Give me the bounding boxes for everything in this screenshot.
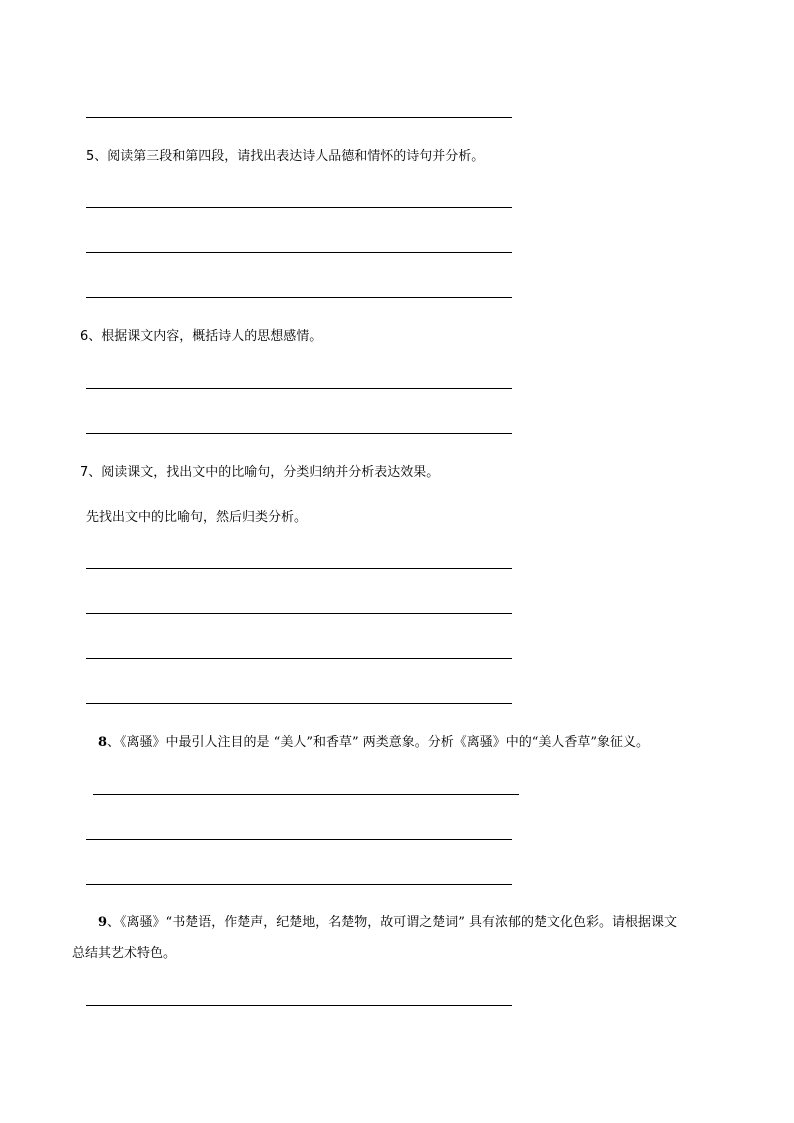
question-text: 、《离骚》“书楚语，作楚声，纪楚地，名楚物，故可谓之楚词” 具有浓郁的楚文化色彩。请根据课文 (107, 915, 677, 930)
question-text: 、《离骚》中最引人注目的是 “美人”和香草” 两类意象。分析《离骚》中的“美人香草”象征义。 (107, 735, 650, 750)
question-number: 8 (98, 735, 108, 750)
question-7-hint: 先找出文中的比喻句，然后归类分析。 (86, 510, 308, 525)
answer-line[interactable] (93, 794, 519, 795)
question-8 (98, 735, 649, 751)
answer-line[interactable] (86, 839, 512, 840)
answer-line[interactable] (86, 117, 512, 118)
answer-line[interactable] (86, 388, 512, 389)
answer-line[interactable] (86, 568, 512, 569)
question-9-line-2: 总结其艺术特色。 (72, 946, 177, 961)
answer-line[interactable] (86, 1005, 512, 1006)
question-9-line-1 (98, 915, 677, 931)
answer-line[interactable] (86, 658, 512, 659)
question-number: 9 (98, 915, 108, 930)
answer-line[interactable] (86, 613, 512, 614)
question-6: 6、根据课文内容，概括诗人的思想感情。 (80, 329, 323, 344)
answer-line[interactable] (86, 297, 512, 298)
answer-line[interactable] (86, 703, 512, 704)
answer-line[interactable] (86, 884, 512, 885)
answer-line[interactable] (86, 207, 512, 208)
answer-line[interactable] (86, 433, 512, 434)
answer-line[interactable] (86, 252, 512, 253)
question-7: 7、阅读课文，找出文中的比喻句，分类归纳并分析表达效果。 (80, 465, 440, 480)
question-5: 5、阅读第三段和第四段，请找出表达诗人品德和情怀的诗句并分析。 (86, 149, 485, 164)
